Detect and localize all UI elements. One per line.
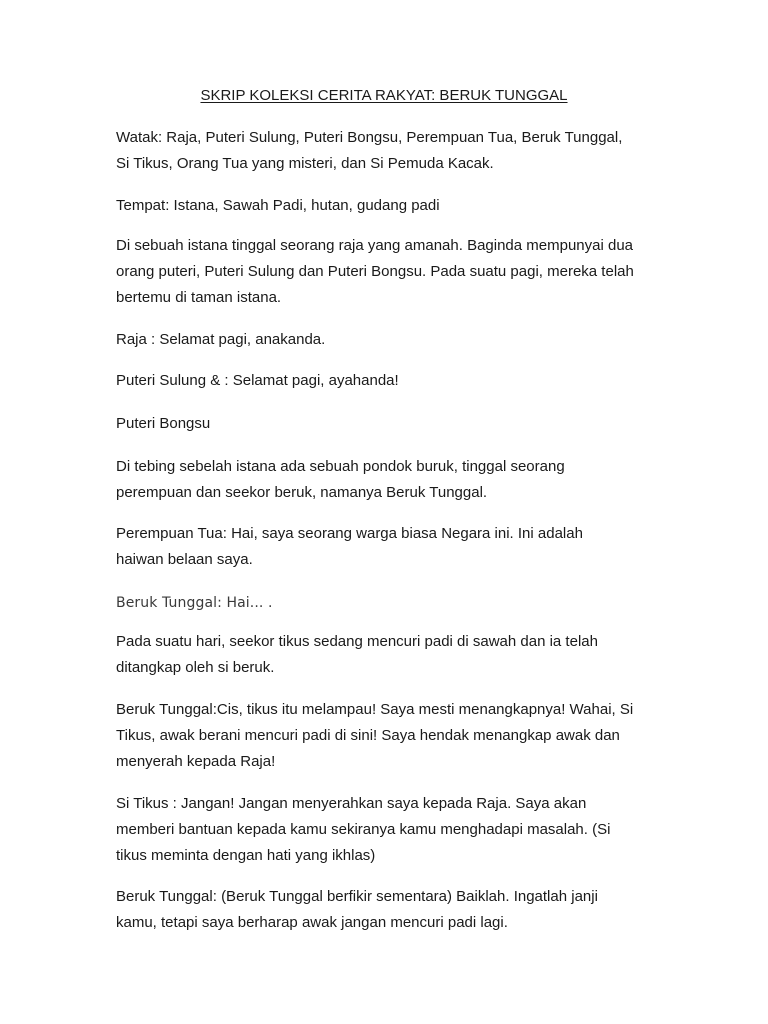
text-line: Raja : Selamat pagi, anakanda. xyxy=(116,331,326,348)
text-line: menyerah kepada Raja! xyxy=(116,753,276,770)
text-line: tikus meminta dengan hati yang ikhlas) xyxy=(116,847,376,864)
dialogue-puteri-sulung xyxy=(116,368,656,394)
text-line: ditangkap oleh si beruk. xyxy=(116,659,275,676)
text-line: Tempat: Istana, Sawah Padi, hutan, gudang padi xyxy=(116,197,440,214)
text-line: Puteri Bongsu xyxy=(116,415,211,432)
text-line: Tikus, awak berani mencuri padi di sini! Saya hendak menangkap awak dan xyxy=(116,727,620,744)
text-line: Perempuan Tua: Hai, saya seorang warga biasa Negara ini. Ini adalah xyxy=(116,525,583,542)
dialogue-si-tikus xyxy=(116,791,656,869)
text-line: haiwan belaan saya. xyxy=(116,551,253,568)
dialogue-beruk-tunggal-cis xyxy=(116,697,656,775)
text-line: Di tebing sebelah istana ada sebuah pondok buruk, tinggal seorang xyxy=(116,458,565,475)
speaker-puteri-bongsu xyxy=(116,411,656,437)
paragraph-characters xyxy=(116,125,656,177)
text-line: kamu, tetapi saya berharap awak jangan mencuri padi lagi. xyxy=(116,914,508,931)
document-title: SKRIP KOLEKSI CERITA RAKYAT: BERUK TUNGGAL xyxy=(200,87,568,104)
text-line: Beruk Tunggal: (Beruk Tunggal berfikir sementara) Baiklah. Ingatlah janji xyxy=(116,888,598,905)
text-line: Si Tikus, Orang Tua yang misteri, dan Si Pemuda Kacak. xyxy=(116,155,494,172)
paragraph-narration-tikus xyxy=(116,629,656,681)
dialogue-raja xyxy=(116,327,656,353)
text-line: Watak: Raja, Puteri Sulung, Puteri Bongsu, Perempuan Tua, Beruk Tunggal, xyxy=(116,129,623,146)
text-line: memberi bantuan kepada kamu sekiranya kamu menghadapi masalah. (Si xyxy=(116,821,611,838)
paragraph-places xyxy=(116,193,656,219)
dialogue-beruk-tunggal-greeting xyxy=(116,590,656,616)
dialogue-beruk-tunggal-baiklah xyxy=(116,884,656,936)
text-line: Si Tikus : Jangan! Jangan menyerahkan saya kepada Raja. Saya akan xyxy=(116,795,587,812)
text-line: perempuan dan seekor beruk, namanya Beruk Tunggal. xyxy=(116,484,488,501)
paragraph-intro xyxy=(116,233,656,311)
text-line: Di sebuah istana tinggal seorang raja yang amanah. Baginda mempunyai dua xyxy=(116,237,634,254)
text-line: Pada suatu hari, seekor tikus sedang mencuri padi di sawah dan ia telah xyxy=(116,633,598,650)
text-line: bertemu di taman istana. xyxy=(116,289,282,306)
text-line: Beruk Tunggal: Hai... . xyxy=(116,595,273,611)
paragraph-narration-pondok xyxy=(116,454,656,506)
text-line: orang puteri, Puteri Sulung dan Puteri Bongsu. Pada suatu pagi, mereka telah xyxy=(116,263,634,280)
dialogue-perempuan-tua xyxy=(116,521,656,573)
text-line: Puteri Sulung & : Selamat pagi, ayahanda! xyxy=(116,372,399,389)
text-line: Beruk Tunggal:Cis, tikus itu melampau! Saya mesti menangkapnya! Wahai, Si xyxy=(116,701,634,718)
